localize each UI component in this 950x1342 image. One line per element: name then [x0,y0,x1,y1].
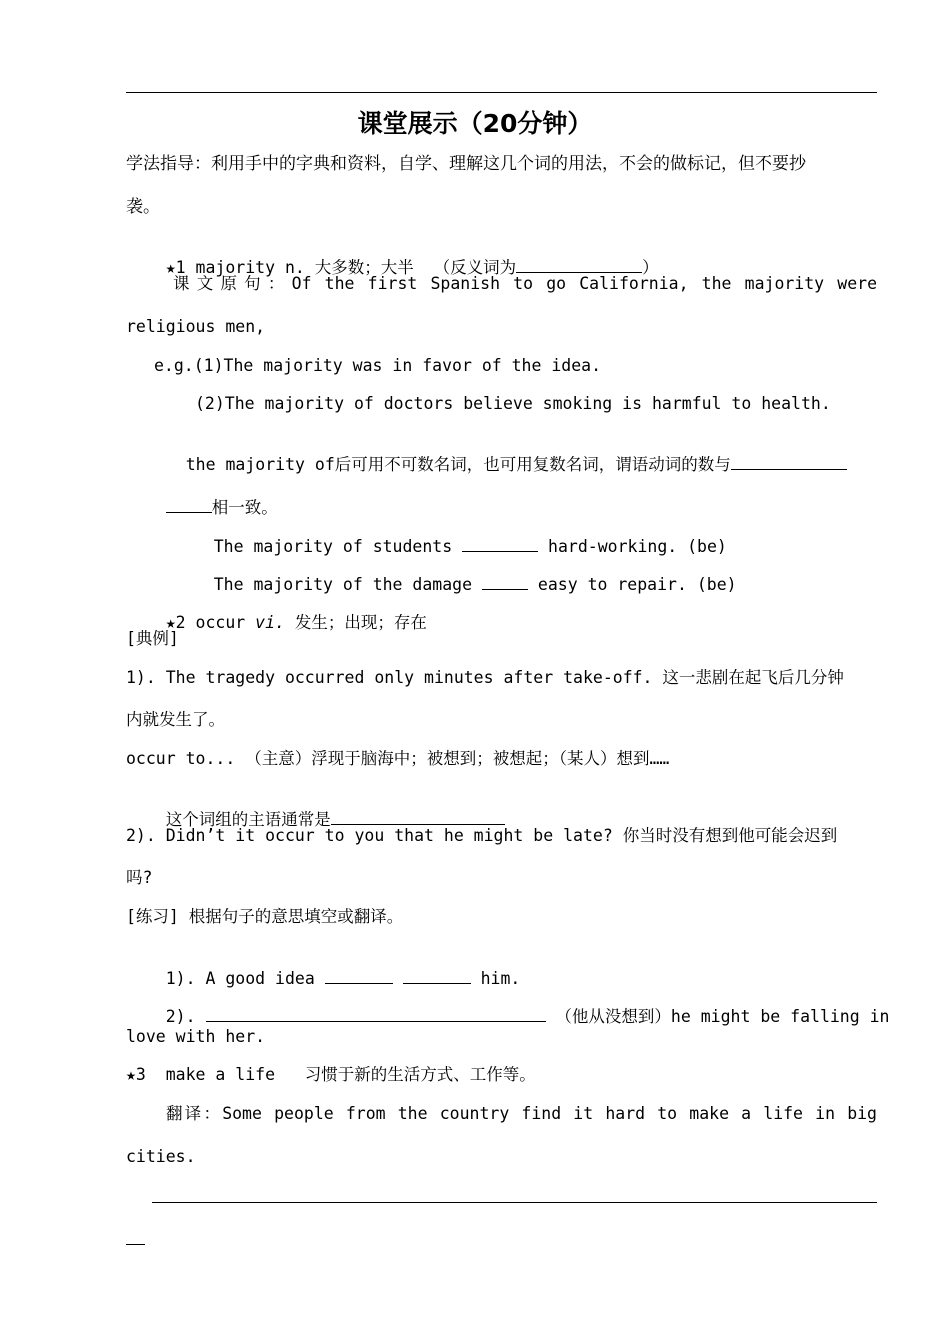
exercise1-blank[interactable] [462,535,538,552]
item1-note-end: 相一致。 [211,498,278,517]
practice1-blank2[interactable] [403,967,471,984]
item1-source-sentence [126,273,877,295]
item2-phrase: occur to... （主意）浮现于脑海中；被想到；被想起；（某人）想到…… [126,749,670,768]
practice1-text-b: him. [470,969,521,988]
top-rule [126,92,877,93]
practice2-blank[interactable] [206,1005,546,1022]
item3-translation [126,1103,877,1125]
item1-note-text: the majority of后可用不可数名词，也可用复数名词，谓语动词的数与 [185,455,731,474]
item2-practice2-continued: love with her. [126,1027,266,1046]
item2-practice-tag: [练习] 根据句子的意思填空或翻译。 [126,907,404,926]
item2-example1-line2: 内就发生了。 [126,710,225,729]
antonym-blank[interactable] [516,256,642,273]
item2-example-tag: [典例] [126,629,179,648]
item1-heading-close: ） [642,258,659,277]
exercise1-text-b: hard-working. (be) [538,537,727,556]
translation-label: 翻译： [166,1104,223,1123]
item2-heading-b: 发生；出现；存在 [284,613,427,632]
source-text: Of the first Spanish to go California, the majority were [291,274,878,293]
exercise2-text-b: easy to repair. (be) [527,575,737,594]
item2-example2-line1: 2). Didn’t it occur to you that he might be late? 你当时没有想到他可能会迟到 [126,826,838,845]
exercise1-text-a: The majority of students [213,537,463,556]
item2-example2-line2: 吗? [126,868,153,887]
page-title: 课堂展示（20分钟） [357,109,593,138]
item2-heading-a: ★2 occur [165,613,256,632]
item1-source-continued: religious men, [126,317,266,336]
item3-translation-continued: cities. [126,1147,196,1166]
translation-answer-line[interactable] [152,1202,877,1203]
practice1-text-a: 1). A good idea [165,969,325,988]
practice1-blank1[interactable] [325,967,393,984]
item2-example1-line1: 1). The tragedy occurred only minutes after take-off. 这一悲剧在起飞后几分钟 [126,668,844,687]
item1-example1: e.g.(1)The majority was in favor of the idea. [154,356,602,375]
exercise2-text-a: The majority of the damage [213,575,482,594]
practice2-text-a: 2). [165,1007,206,1026]
subject-blank[interactable] [331,808,505,825]
subject-question-text: 这个词组的主语通常是 [165,810,331,829]
exercise2-blank[interactable] [482,573,528,590]
practice2-text-b: （他从没想到）he might be falling in [545,1007,890,1026]
item1-heading-text: ★1 majority n. 大多数；大半 （反义词为 [165,258,517,277]
study-guide-line2: 袭。 [126,197,160,217]
agreement-blank-part2[interactable] [166,496,212,513]
item3-heading: ★3 make a life 习惯于新的生活方式、工作等。 [126,1065,536,1084]
translation-answer-line-end[interactable] [126,1244,145,1245]
translation-text: Some people from the country find it hard to make a life in big [222,1104,877,1123]
item2-part-of-speech: vi. [255,613,285,632]
source-label: 课文原句： [173,274,292,293]
study-guide-line1: 学法指导：利用手中的字典和资料，自学、理解这几个词的用法，不会的做标记，但不要抄 [126,154,806,174]
agreement-blank-part1[interactable] [731,453,847,470]
item1-example2: (2)The majority of doctors believe smoking is harmful to health. [195,394,831,413]
